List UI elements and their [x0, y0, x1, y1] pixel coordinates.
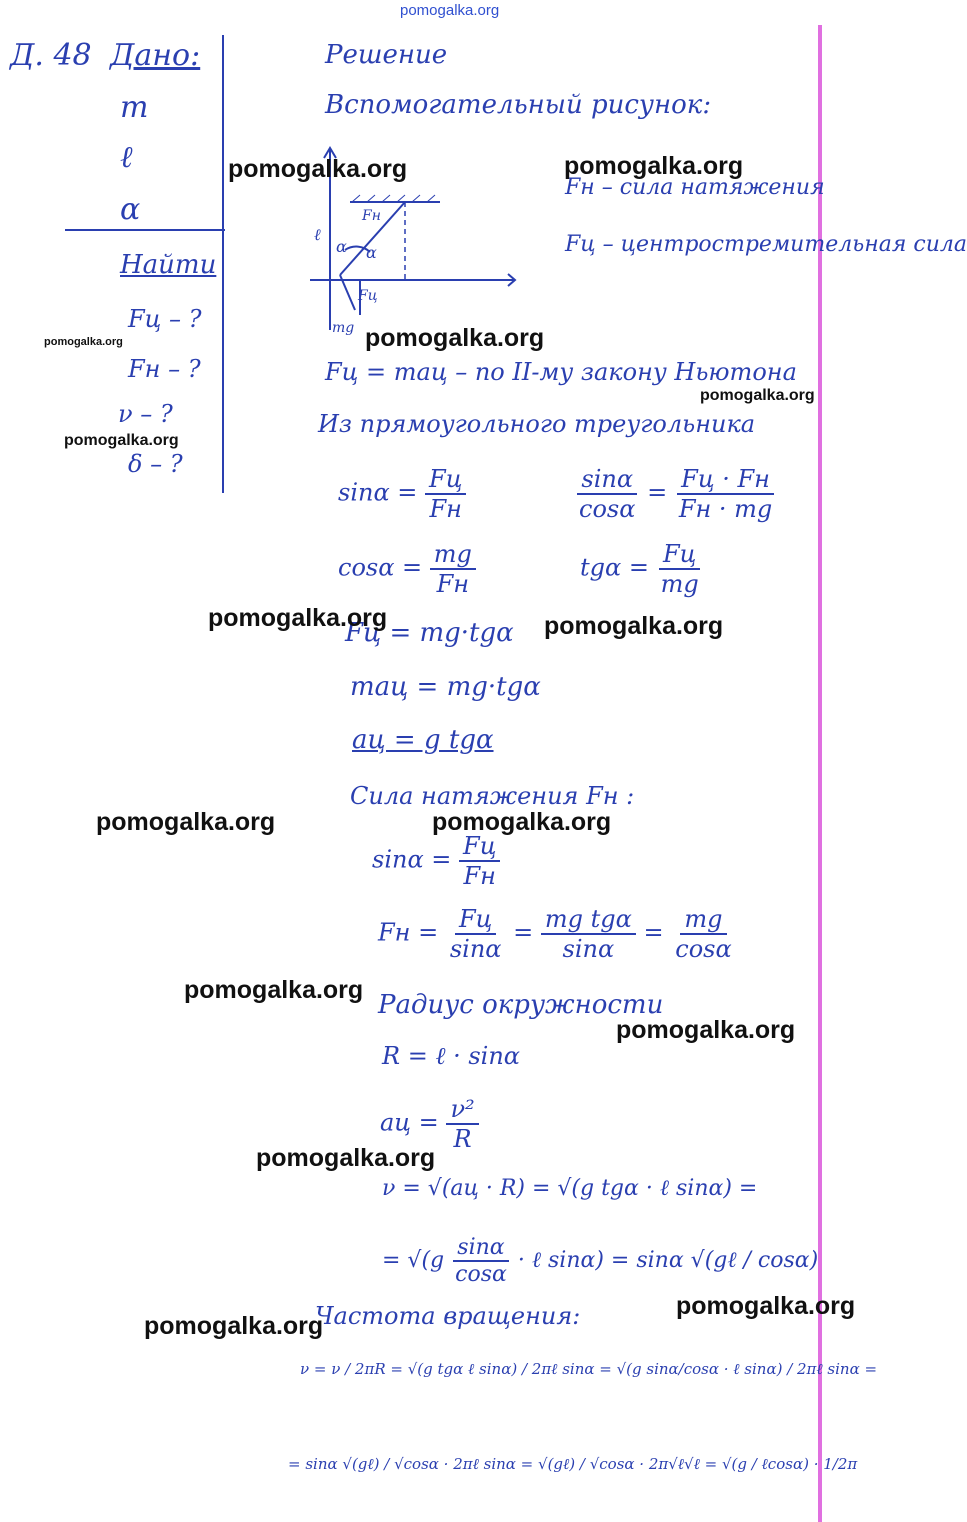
watermark: pomogalka.org	[144, 1312, 324, 1340]
given-m: m	[120, 90, 149, 125]
given-label: Дано:	[110, 38, 201, 73]
watermark: pomogalka.org	[96, 808, 276, 836]
a-equation: aц = g tgα	[352, 725, 494, 755]
watermark: pomogalka.org	[544, 612, 724, 640]
watermark: pomogalka.org	[616, 1016, 796, 1044]
label-mg: mg	[332, 320, 355, 336]
label-fc: Fц	[358, 288, 378, 304]
watermark: pomogalka.org	[184, 976, 364, 1004]
cos-formula: cosα = $\frac{mg}{Fн}$	[338, 540, 476, 598]
label-alpha2: α	[366, 243, 377, 262]
find-label: Найти	[120, 250, 217, 280]
legend-fc: Fц – центростремительная сила	[565, 232, 967, 257]
find-fn: Fн – ?	[128, 355, 201, 383]
solution-title: Решение	[325, 40, 448, 70]
watermark: pomogalka.org	[228, 155, 408, 183]
frequency-equation-2: = sinα √(gℓ) / √cosα · 2πℓ sinα = √(gℓ) / √cosα · 2π√ℓ√ℓ = √(g / ℓcosα) · 1/2π	[288, 1455, 858, 1473]
velocity-equation-2: = √(g $\frac{\sin\alpha}{\cos\alpha}$ · ℓ sinα) = sinα √(gℓ / cosα)	[382, 1235, 819, 1287]
watermark: pomogalka.org	[64, 432, 179, 449]
aux-drawing-title: Вспомогательный рисунок:	[325, 90, 712, 120]
a2-formula: aц = $\frac{\text{ν²}}{R}$	[380, 1095, 479, 1153]
label-ell: ℓ	[314, 225, 321, 244]
legend-fn: Fн – сила натяжения	[565, 175, 825, 200]
given-separator	[65, 229, 225, 231]
find-delta: δ – ?	[128, 450, 183, 478]
radius-equation: R = ℓ · sinα	[382, 1042, 520, 1070]
frequency-title: Частота вращения:	[315, 1302, 581, 1330]
given-l: ℓ	[120, 140, 133, 175]
sin2-formula: sinα = $\frac{Fц}{Fн}$	[372, 832, 500, 890]
watermark: pomogalka.org	[676, 1292, 856, 1320]
given-divider	[222, 35, 224, 493]
tg-formula: tgα = $\frac{Fц}{mg}$	[580, 540, 699, 598]
velocity-equation: ν = √(aц · R) = √(g tgα · ℓ sinα) =	[382, 1176, 758, 1201]
newton-law: Fц = maц – по II-му закону Ньютона	[325, 358, 797, 386]
watermark: pomogalka.org	[365, 324, 545, 352]
site-link[interactable]: pomogalka.org	[400, 2, 500, 19]
label-fn: Fн	[362, 208, 381, 224]
watermark: pomogalka.org	[44, 336, 123, 348]
watermark: pomogalka.org	[564, 152, 744, 180]
watermark: pomogalka.org	[256, 1144, 436, 1172]
label-alpha1: α	[336, 237, 347, 256]
tension-title: Сила натяжения Fн :	[350, 782, 635, 810]
find-nu: ν – ?	[118, 400, 173, 428]
problem-number: Д. 48	[10, 38, 92, 73]
sin-formula: sinα = $\frac{Fц}{Fн}$	[338, 465, 466, 523]
watermark: pomogalka.org	[432, 808, 612, 836]
fc-equation: Fц = mg·tgα	[345, 618, 514, 648]
fn-formula: Fн = $\frac{Fц}{\sin\alpha}$ = $\frac{\text{mg tgα}}{\sin\alpha}$ = $\frac{mg}{\cos\alpha}$	[378, 905, 732, 963]
watermark: pomogalka.org	[208, 604, 388, 632]
radius-title: Радиус окружности	[378, 990, 664, 1020]
ratio-formula: $\frac{\sin\alpha}{\cos\alpha}$ = $\frac{Fц \cdot Fн}{Fн \cdot mg}$	[579, 465, 773, 523]
triangle-title: Из прямоугольного треугольника	[318, 410, 756, 438]
find-fc: Fц – ?	[128, 305, 202, 333]
given-alpha: α	[120, 192, 141, 227]
watermark: pomogalka.org	[700, 387, 815, 404]
frequency-equation-1: ν = ν / 2πR = √(g tgα ℓ sinα) / 2πℓ sinα = √(g sinα/cosα · ℓ sinα) / 2πℓ sinα =	[300, 1360, 878, 1378]
ma-equation: maц = mg·tgα	[350, 672, 541, 702]
